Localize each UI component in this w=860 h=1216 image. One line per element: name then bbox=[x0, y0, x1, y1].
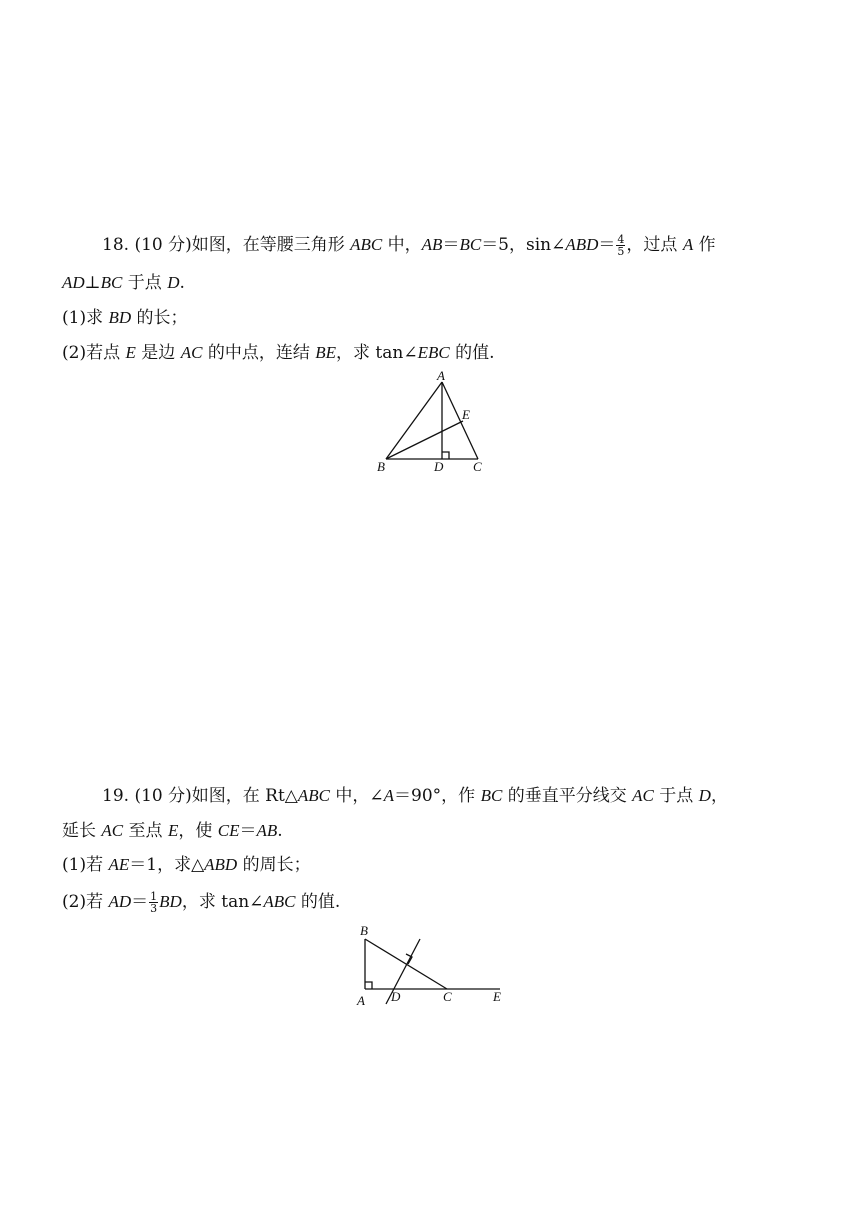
q18-line1: 18. (10 分)如图，在等腰三角形 ABC 中，AB＝BC＝5，sin∠ABD＝ $\frac{4}{5}$ ，过点 A 作 bbox=[102, 233, 716, 258]
q18-part1: (1)求 BD 的长； bbox=[62, 308, 188, 328]
q19-part1: (1)若 AE＝1，求△ABD 的周长； bbox=[62, 855, 311, 875]
label-b: B bbox=[377, 459, 385, 474]
fraction-1-3: $\frac{1}{3}$ bbox=[150, 890, 158, 915]
label-a: A bbox=[357, 993, 365, 1008]
q19-figure bbox=[350, 922, 520, 1012]
label-d: D bbox=[391, 989, 401, 1004]
q19-part2: (2)若 AD＝ $\frac{1}{3}$ BD，求 tan∠ABC 的值. bbox=[62, 890, 341, 915]
label-c: C bbox=[473, 459, 482, 474]
segment-ab bbox=[386, 382, 442, 459]
label-c: C bbox=[443, 989, 452, 1004]
label-a: A bbox=[437, 368, 445, 383]
label-e: E bbox=[462, 407, 470, 422]
segment-be bbox=[386, 421, 463, 459]
q19-line1: 19. (10 分)如图，在 Rt△ABC 中，∠A＝90°，作 BC 的垂直平分线交 AC 于点 D， bbox=[102, 786, 728, 806]
label-b: B bbox=[360, 923, 368, 938]
label-d: D bbox=[434, 459, 444, 474]
right-angle-mark bbox=[442, 452, 449, 459]
segment-bc bbox=[365, 939, 447, 989]
q18-figure bbox=[370, 368, 490, 478]
q18-line2: AD⊥BC 于点 D. bbox=[62, 273, 185, 293]
q18-part2: (2)若点 E 是边 AC 的中点，连结 BE，求 tan∠EBC 的值. bbox=[62, 343, 495, 363]
fraction-4-5: $\frac{4}{5}$ bbox=[617, 233, 625, 258]
segment-ac bbox=[442, 382, 478, 459]
q19-line2: 延长 AC 至点 E，使 CE＝AB. bbox=[62, 821, 283, 841]
right-angle-mark-a bbox=[365, 982, 372, 989]
label-e: E bbox=[493, 989, 501, 1004]
